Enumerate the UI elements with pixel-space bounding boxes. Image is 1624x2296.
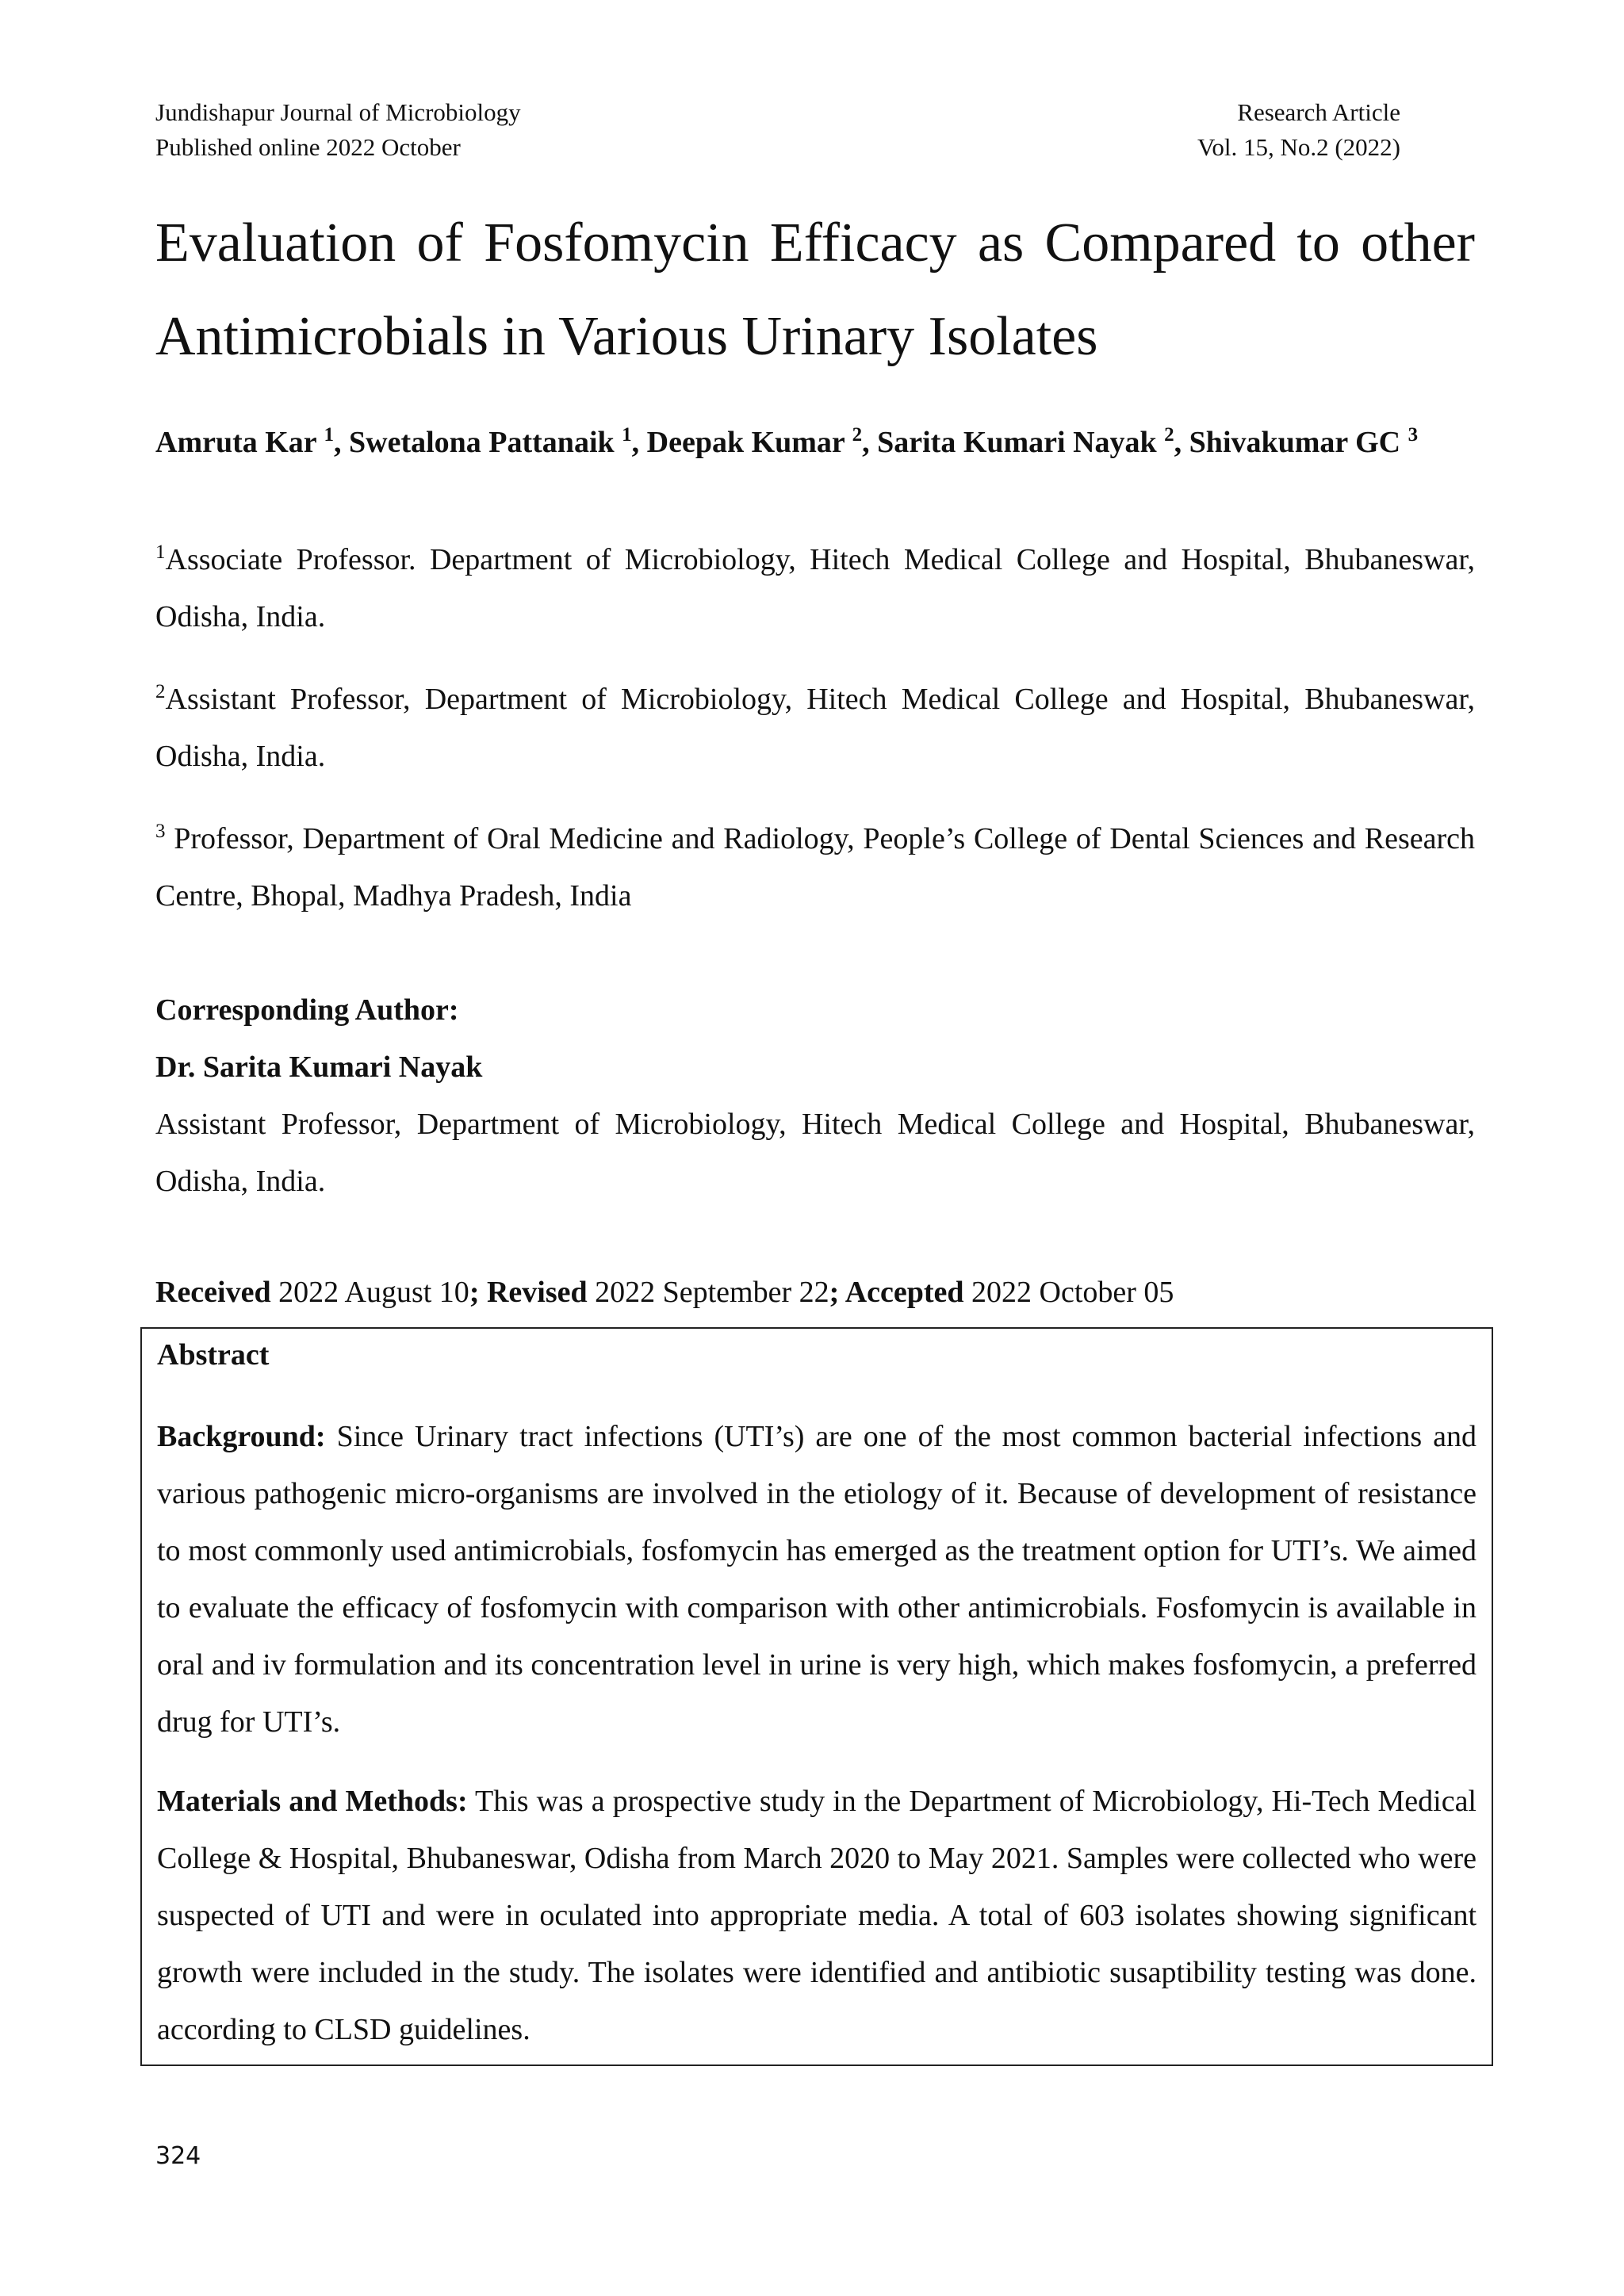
affiliation-text: Professor, Department of Oral Medicine and Radiology, People’s College of Dental Sciences and Research Centre, Bhopal, Madhya Pradesh, India xyxy=(155,822,1475,913)
corresponding-author xyxy=(155,982,1475,1210)
received-label: Received xyxy=(155,1276,271,1309)
revised-date: 2022 September 22 xyxy=(587,1276,829,1309)
author-name: Shivakumar GC xyxy=(1189,426,1401,459)
article-type: Research Article xyxy=(1237,98,1400,126)
corresponding-label: Corresponding Author: xyxy=(155,993,459,1027)
paper-title: Evaluation of Fosfomycin Efficacy as Compared to other Antimicrobials in Various Urinary Isolates xyxy=(155,212,1475,367)
revised-label: ; Revised xyxy=(469,1276,588,1309)
background-label: Background: xyxy=(157,1420,326,1453)
background-text: Since Urinary tract infections (UTI’s) are one of the most common bacterial infections and various pathogenic micro-organisms are involved in the etiology of it. Because of development of resistance to most commonly used antimicrobials, fosfomycin has emerged as the treatment option for UTI’s. We aimed to evaluate the efficacy of fosfomycin with comparison with other antimicrobials. Fosfomycin is available in oral and iv formulation and its concentration level in urine is very high, which makes fosfomycin, a preferred drug for UTI’s. xyxy=(157,1420,1477,1739)
affiliation-number: 3 xyxy=(155,821,166,842)
received-date: 2022 August 10 xyxy=(270,1276,469,1309)
author-name: Sarita Kumari Nayak xyxy=(877,426,1157,459)
abstract-heading: Abstract xyxy=(157,1338,270,1372)
author-affiliation-mark: 3 xyxy=(1408,424,1419,446)
publication-date: Published online 2022 October xyxy=(155,133,461,161)
methods-label: Materials and Methods: xyxy=(157,1785,468,1818)
abstract-box xyxy=(140,1327,1493,2066)
affiliation xyxy=(155,810,1475,924)
author-name: Amruta Kar xyxy=(155,426,316,459)
affiliation-number: 2 xyxy=(155,681,166,702)
running-header xyxy=(155,95,1400,165)
author-affiliation-mark: 2 xyxy=(1164,424,1174,446)
corresponding-address: Assistant Professor, Department of Microbiology, Hitech Medical College and Hospital, Bhubaneswar, Odisha, India. xyxy=(155,1108,1475,1198)
affiliation-text: Assistant Professor, Department of Microbiology, Hitech Medical College and Hospital, Bhubaneswar, Odisha, India. xyxy=(155,683,1475,773)
author-affiliation-mark: 1 xyxy=(622,424,632,446)
methods-text: This was a prospective study in the Department of Microbiology, Hi-Tech Medical College & Hospital, Bhubaneswar, Odisha from March 2020 to May 2021. Samples were collected who were suspected of UTI and were in oculated into appropriate media. A total of 603 isolates showing significant growth were included in the study. The isolates were identified and antibiotic susaptibility testing was done. according to CLSD guidelines. xyxy=(157,1785,1477,2046)
author-affiliation-mark: 2 xyxy=(852,424,863,446)
page-number: 324 xyxy=(155,2142,201,2170)
affiliation-text: Associate Professor. Department of Microbiology, Hitech Medical College and Hospital, Bhubaneswar, Odisha, India. xyxy=(155,543,1475,633)
author-name: Deepak Kumar xyxy=(646,426,845,459)
accepted-label: ; Accepted xyxy=(829,1276,964,1309)
accepted-date: 2022 October 05 xyxy=(963,1276,1174,1309)
abstract-background xyxy=(157,1408,1477,1751)
affiliation xyxy=(155,671,1475,785)
article-dates xyxy=(155,1264,1174,1321)
corresponding-name: Dr. Sarita Kumari Nayak xyxy=(155,1050,483,1084)
volume-info: Vol. 15, No.2 (2022) xyxy=(1197,133,1400,161)
journal-name: Jundishapur Journal of Microbiology xyxy=(155,98,521,126)
author-list: Amruta Kar $^1$, Swetalona Pattanaik $^1$, Deepak Kumar $^2$, Sarita Kumari Nayak $^2$, Shivakumar GC $^3$ xyxy=(155,424,1419,459)
affiliation-number: 1 xyxy=(155,541,166,563)
affiliation xyxy=(155,531,1475,645)
author-name: Swetalona Pattanaik xyxy=(349,426,615,459)
author-affiliation-mark: 1 xyxy=(324,424,334,446)
abstract-methods xyxy=(157,1773,1477,2058)
